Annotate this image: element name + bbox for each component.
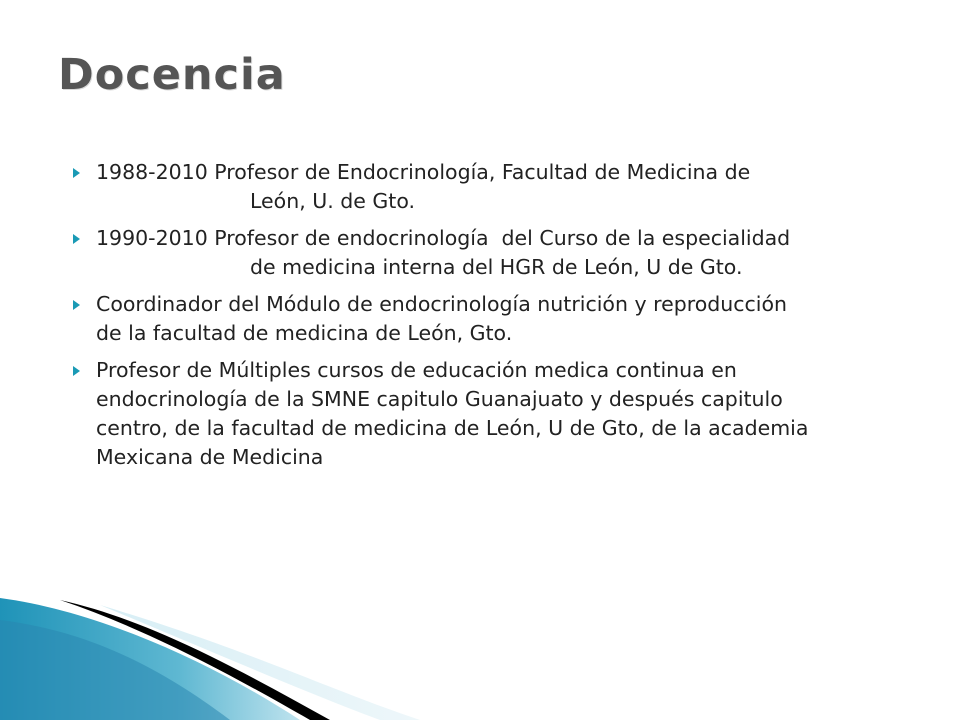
bullet-3-line-1: Coordinador del Módulo de endocrinología nutrición y reproducción <box>96 292 788 316</box>
bullet-item-3 <box>70 290 910 348</box>
bullet-4-line-1: Profesor de Múltiples cursos de educación medica continua en <box>96 358 737 382</box>
bullet-4-line-4: Mexicana de Medicina <box>96 445 324 469</box>
bullet-list <box>70 158 910 480</box>
arrow-bullet-icon <box>73 234 80 244</box>
bullet-1-line-2: León, U. de Gto. <box>250 189 416 213</box>
bullet-3-line-2: de la facultad de medicina de León, Gto. <box>96 321 513 345</box>
bullet-item-4 <box>70 356 910 472</box>
bullet-item-2 <box>70 224 910 282</box>
bullet-4-line-2: endocrinología de la SMNE capitulo Guanajuato y después capitulo <box>96 387 783 411</box>
bullet-4-line-3: centro, de la facultad de medicina de León, U de Gto, de la academia <box>96 416 809 440</box>
bullet-2-line-1: 1990-2010 Profesor de endocrinología del Curso de la especialidad <box>96 226 791 250</box>
arrow-bullet-icon <box>73 300 80 310</box>
arrow-bullet-icon <box>73 366 80 376</box>
slide-title: Docencia <box>58 50 286 100</box>
bullet-1-line-1: 1988-2010 Profesor de Endocrinología, Facultad de Medicina de <box>96 160 751 184</box>
bullet-item-1 <box>70 158 910 216</box>
arrow-bullet-icon <box>73 168 80 178</box>
bullet-2-line-2: de medicina interna del HGR de León, U de Gto. <box>250 255 743 279</box>
